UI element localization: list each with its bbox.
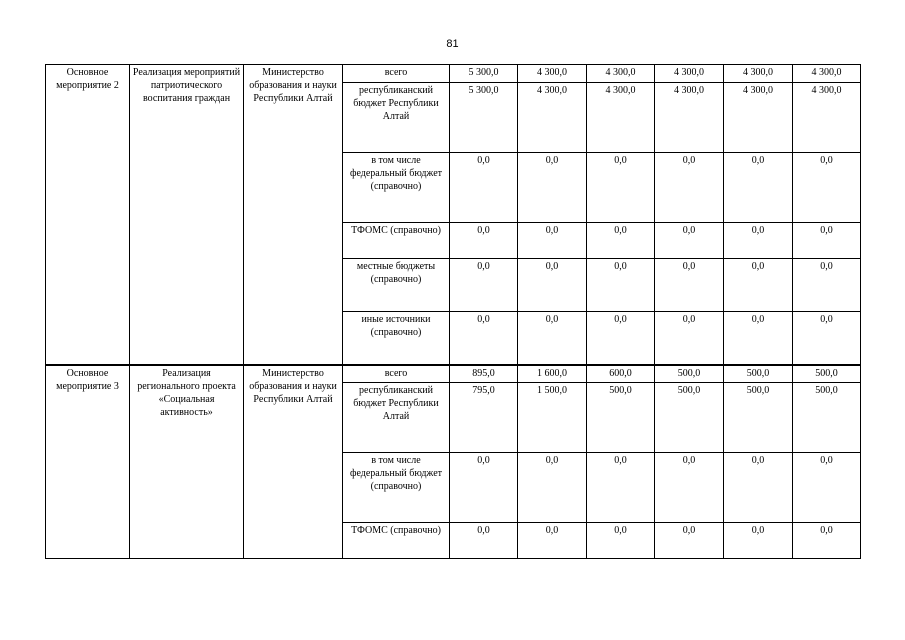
value-cell: 0,0 [724,312,793,365]
value-cell: 0,0 [793,312,861,365]
source-cell: местные бюджеты (справочно) [343,259,450,312]
source-cell: иные источники (справочно) [343,312,450,365]
value-cell: 0,0 [518,453,587,523]
value-cell: 500,0 [655,383,724,453]
value-cell: 0,0 [655,259,724,312]
source-cell: всего [343,65,450,83]
value-cell: 500,0 [655,365,724,383]
value-cell: 0,0 [450,312,518,365]
value-cell: 0,0 [655,523,724,559]
value-cell: 895,0 [450,365,518,383]
value-cell: 4 300,0 [587,65,655,83]
page-number: 81 [446,38,459,50]
executor-cell: Министерство образования и науки Республики Алтай [244,365,343,559]
value-cell: 0,0 [587,312,655,365]
value-cell: 0,0 [587,523,655,559]
value-cell: 0,0 [450,259,518,312]
event-name-cell: Реализация регионального проекта «Социальная активность» [130,365,244,559]
source-cell: ТФОМС (справочно) [343,223,450,259]
value-cell: 500,0 [587,383,655,453]
value-cell: 500,0 [793,383,861,453]
funding-table [45,64,861,559]
value-cell: 0,0 [518,259,587,312]
value-cell: 0,0 [655,223,724,259]
value-cell: 4 300,0 [793,83,861,153]
value-cell: 4 300,0 [655,65,724,83]
value-cell: 0,0 [724,523,793,559]
value-cell: 500,0 [724,383,793,453]
value-cell: 0,0 [587,223,655,259]
source-cell: в том числе федеральный бюджет (справочно) [343,153,450,223]
source-cell: республиканский бюджет Республики Алтай [343,83,450,153]
value-cell: 0,0 [793,453,861,523]
value-cell: 4 300,0 [518,83,587,153]
value-cell: 4 300,0 [724,83,793,153]
value-cell: 500,0 [793,365,861,383]
event-name-cell: Реализация мероприятий патриотического воспитания граждан [130,65,244,365]
value-cell: 0,0 [655,153,724,223]
value-cell: 4 300,0 [587,83,655,153]
source-cell: в том числе федеральный бюджет (справочно) [343,453,450,523]
value-cell: 0,0 [793,153,861,223]
value-cell: 0,0 [450,453,518,523]
executor-cell: Министерство образования и науки Республики Алтай [244,65,343,365]
event-cell: Основное мероприятие 3 [46,365,130,559]
value-cell: 0,0 [518,223,587,259]
value-cell: 0,0 [518,523,587,559]
value-cell: 4 300,0 [793,65,861,83]
value-cell: 4 300,0 [518,65,587,83]
value-cell: 0,0 [587,153,655,223]
value-cell: 4 300,0 [655,83,724,153]
event-cell: Основное мероприятие 2 [46,65,130,365]
value-cell: 0,0 [587,453,655,523]
source-cell: всего [343,365,450,383]
value-cell: 0,0 [793,223,861,259]
value-cell: 0,0 [450,153,518,223]
value-cell: 0,0 [655,312,724,365]
value-cell: 500,0 [724,365,793,383]
value-cell: 0,0 [793,523,861,559]
source-cell: республиканский бюджет Республики Алтай [343,383,450,453]
value-cell: 0,0 [724,153,793,223]
value-cell: 0,0 [518,153,587,223]
value-cell: 600,0 [587,365,655,383]
table-row [46,365,861,383]
value-cell: 0,0 [724,453,793,523]
value-cell: 1 600,0 [518,365,587,383]
value-cell: 0,0 [450,223,518,259]
value-cell: 0,0 [655,453,724,523]
value-cell: 1 500,0 [518,383,587,453]
value-cell: 4 300,0 [724,65,793,83]
value-cell: 0,0 [587,259,655,312]
value-cell: 0,0 [518,312,587,365]
source-cell: ТФОМС (справочно) [343,523,450,559]
value-cell: 5 300,0 [450,65,518,83]
value-cell: 5 300,0 [450,83,518,153]
value-cell: 0,0 [724,259,793,312]
value-cell: 0,0 [450,523,518,559]
value-cell: 795,0 [450,383,518,453]
table-row [46,65,861,83]
value-cell: 0,0 [724,223,793,259]
value-cell: 0,0 [793,259,861,312]
